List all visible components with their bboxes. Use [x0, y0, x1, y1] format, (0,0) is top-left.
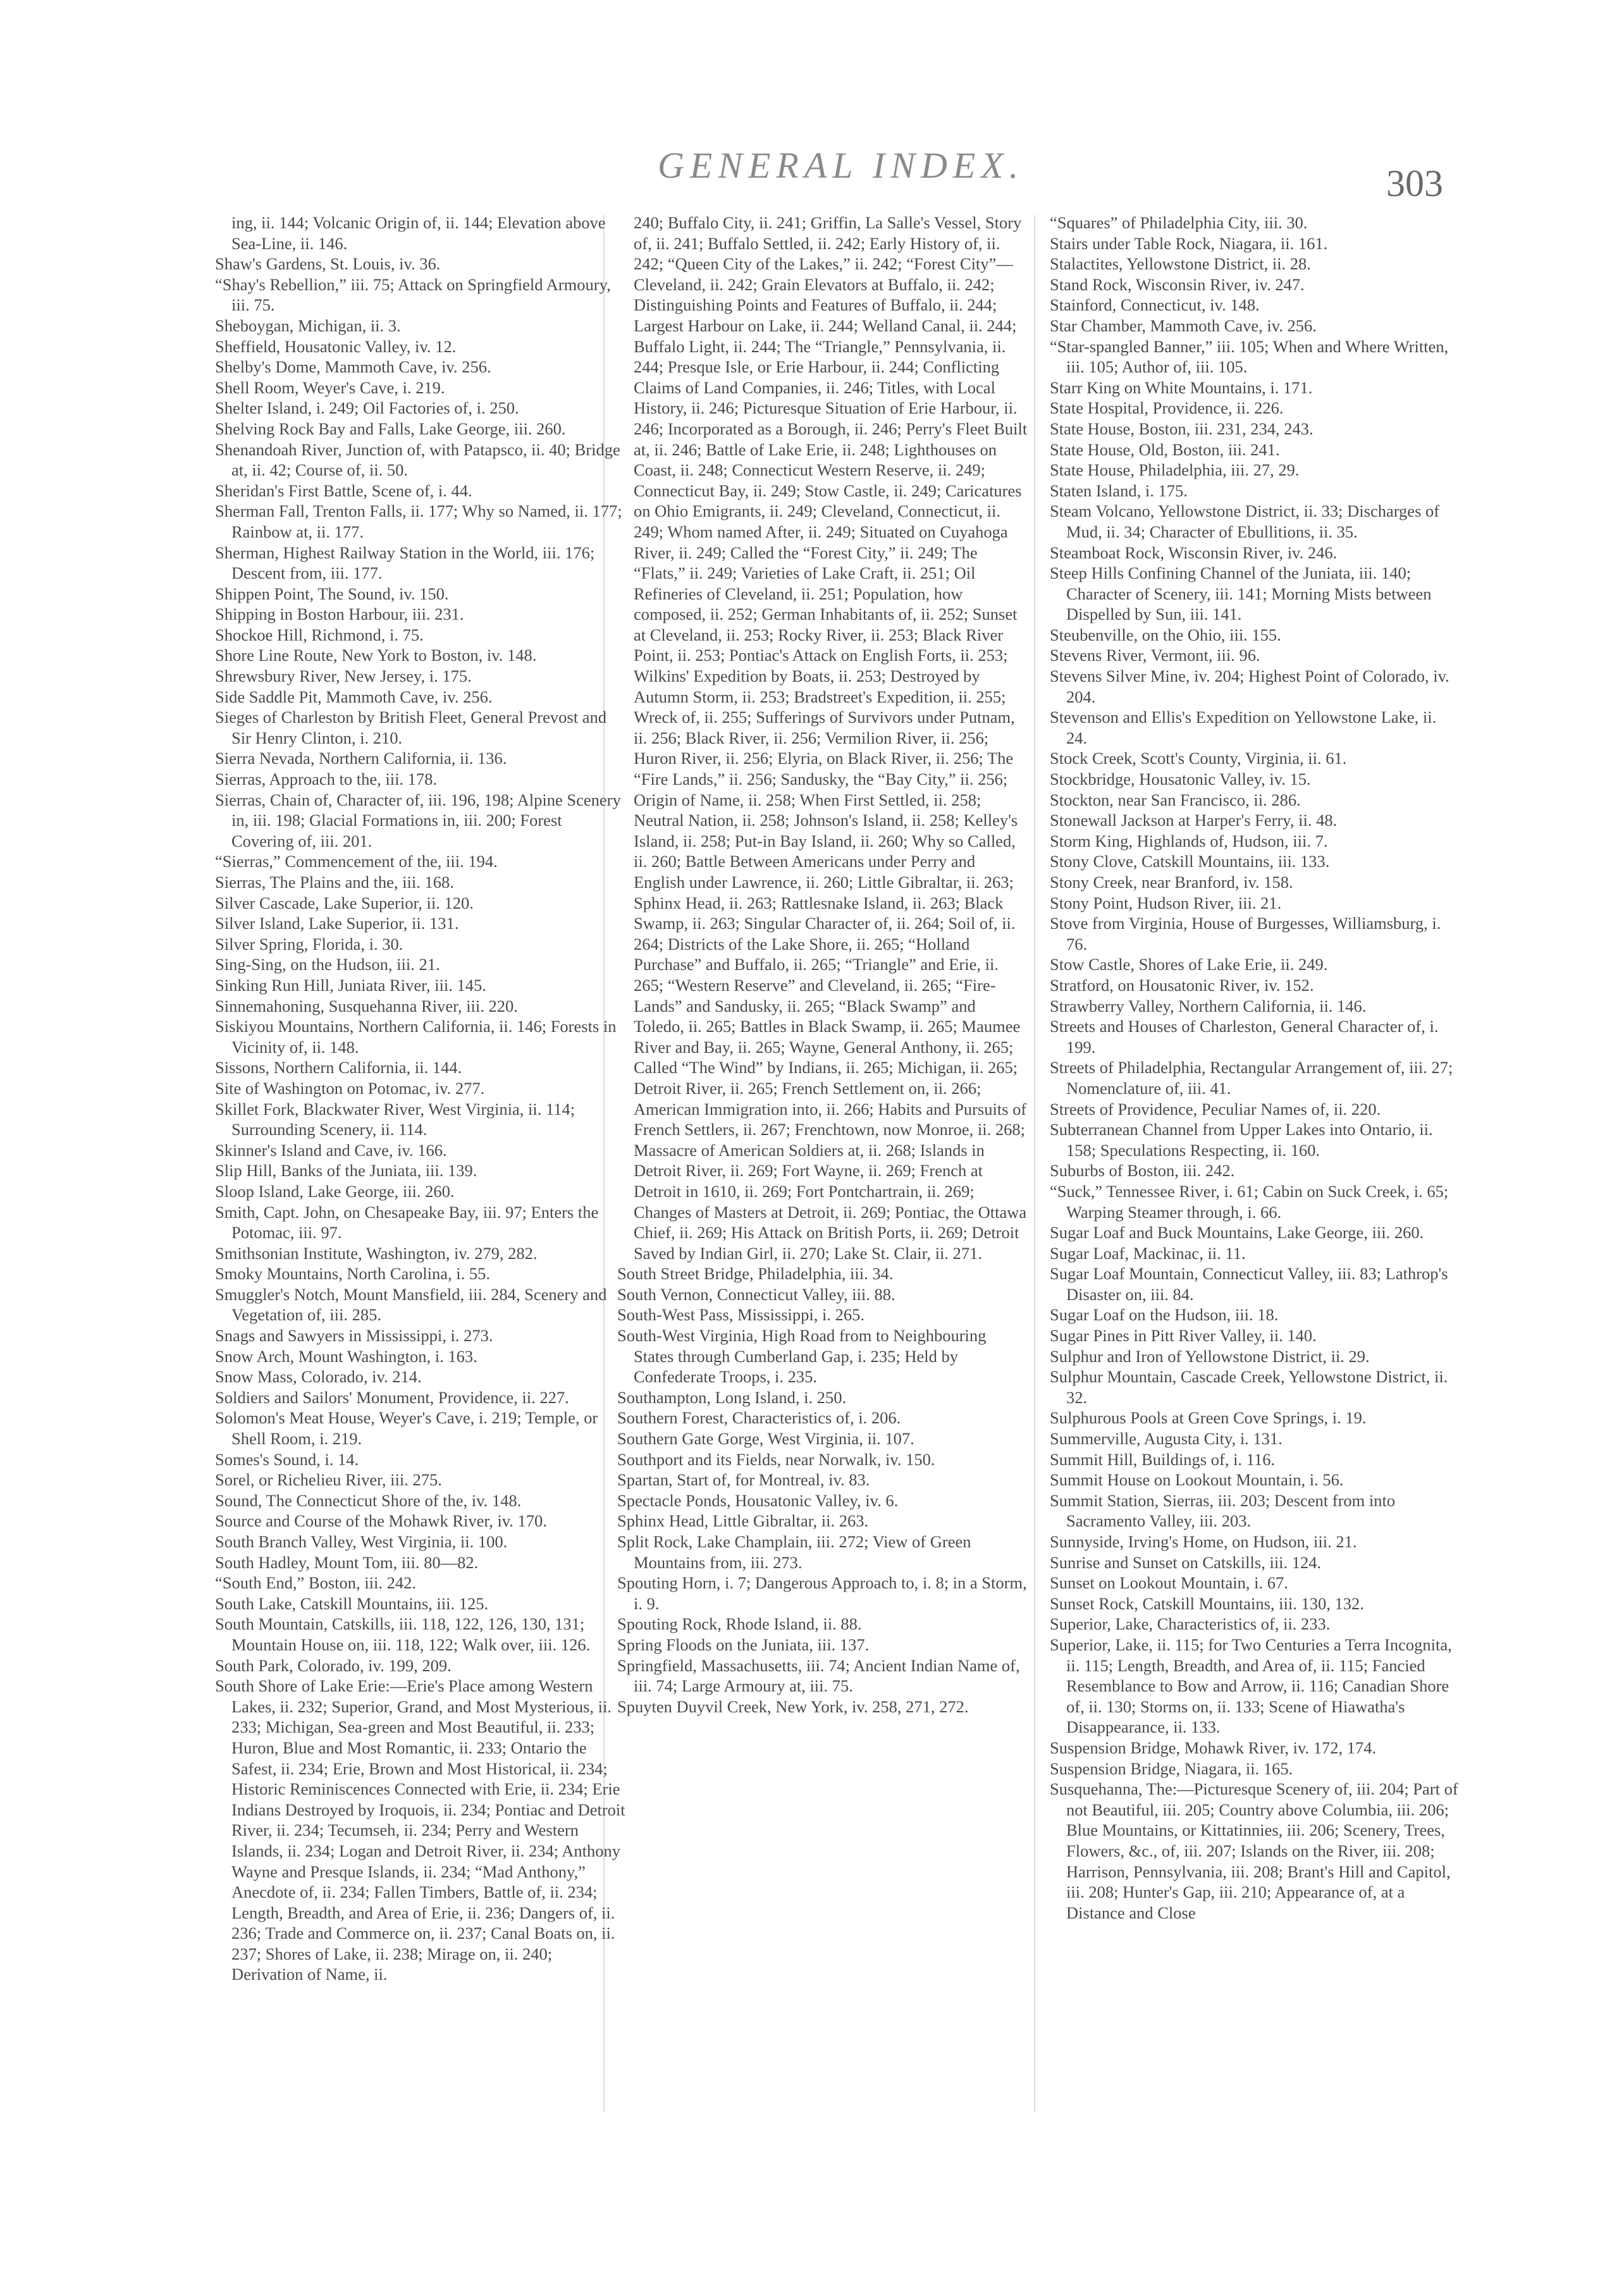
index-entry: Streets of Providence, Peculiar Names of, ii. 220. [1050, 1099, 1381, 1119]
index-entry: Spouting Horn, i. 7; Dangerous Approach to, i. 8; in a Storm, i. 9. [617, 1573, 1027, 1613]
index-entry: Silver Cascade, Lake Superior, ii. 120. [215, 893, 474, 912]
index-entry: Steam Volcano, Yellowstone District, ii. 33; Discharges of Mud, ii. 34; Character of Ebullitions, ii. 35. [1050, 501, 1440, 541]
index-entry: Sugar Loaf on the Hudson, iii. 18. [1050, 1305, 1279, 1325]
index-entry: Stony Point, Hudson River, iii. 21. [1050, 893, 1282, 912]
index-entry: “Sierras,” Commencement of the, iii. 194. [215, 852, 498, 871]
index-entry: Streets and Houses of Charleston, General Character of, i. 199. [1050, 1017, 1439, 1057]
index-entry: Stairs under Table Rock, Niagara, ii. 161. [1050, 233, 1328, 253]
index-entry: Stevenson and Ellis's Expedition on Yellowstone Lake, ii. 24. [1050, 708, 1437, 747]
index-entry: South Shore of Lake Erie:—Erie's Place among Western Lakes, ii. 232; Superior, Grand, and Most Mysterious, ii. 233; Michigan, Sea-green and Most Beautiful, ii. 233; Huron, Blue and Most Romantic, ii. 233; Ontario the Safest, ii. 234; Erie, Brown and Most Historical, ii. 234; Historic Reminiscences Connected with Erie, ii. 234; Erie Indians Destroyed by Iroquois, ii. 234; Pontiac and Detroit River, ii. 234; Tecumseh, ii. 234; Perry and Western Islands, ii. 234; Logan and Detroit River, ii. 234; Anthony Wayne and Presque Islands, ii. 234; “Mad Anthony,” Anecdote of, ii. 234; Fallen Timbers, Battle of, ii. 234; Length, Breadth, and Area of Erie, ii. 236; Dangers of, ii. 236; Trade and Commerce on, ii. 237; Canal Boats on, ii. 237; Shores of Lake, ii. 238; Mirage on, ii. 240; Derivation of Name, ii. [215, 1676, 625, 1984]
index-entry: Skinner's Island and Cave, iv. 166. [215, 1140, 447, 1160]
index-entry: Starr King on White Mountains, i. 171. [1050, 377, 1313, 397]
index-entry: Shell Room, Weyer's Cave, i. 219. [215, 377, 445, 397]
index-entry: Star Chamber, Mammoth Cave, iv. 256. [1050, 316, 1317, 335]
index-entry: Shelving Rock Bay and Falls, Lake George, iii. 260. [215, 419, 566, 438]
index-entry: Shockoe Hill, Richmond, i. 75. [215, 625, 424, 644]
index-entry: Stratford, on Housatonic River, iv. 152. [1050, 975, 1314, 995]
index-entry: Subterranean Channel from Upper Lakes into Ontario, ii. 158; Speculations Respecting, ii. 160. [1050, 1120, 1433, 1160]
index-entry: Sulphurous Pools at Green Cove Springs, i. 19. [1050, 1408, 1367, 1428]
index-entry: Summit House on Lookout Mountain, i. 56. [1050, 1470, 1344, 1490]
index-entry: State House, Philadelphia, iii. 27, 29. [1050, 460, 1300, 480]
index-entry: Sugar Loaf Mountain, Connecticut Valley, iii. 83; Lathrop's Disaster on, iii. 84. [1050, 1264, 1448, 1304]
index-entry: “South End,” Boston, iii. 242. [215, 1573, 416, 1593]
index-entry: Shelby's Dome, Mammoth Cave, iv. 256. [215, 357, 491, 377]
index-entry: Sunrise and Sunset on Catskills, iii. 124. [1050, 1552, 1322, 1572]
index-entry: Stony Creek, near Branford, iv. 158. [1050, 873, 1293, 892]
running-head: GENERAL INDEX. [658, 145, 1024, 186]
index-entry: Streets of Philadelphia, Rectangular Arrangement of, iii. 27; Nomenclature of, iii. 41. [1050, 1058, 1453, 1098]
index-entry: Sloop Island, Lake George, iii. 260. [215, 1181, 455, 1201]
index-entry: Sunset Rock, Catskill Mountains, iii. 130, 132. [1050, 1593, 1364, 1613]
index-entry: Summit Station, Sierras, iii. 203; Descent from into Sacramento Valley, iii. 203. [1050, 1490, 1396, 1531]
index-entry: Shippen Point, The Sound, iv. 150. [215, 584, 449, 603]
index-entry: Sing-Sing, on the Hudson, iii. 21. [215, 955, 440, 974]
index-entry: Stow Castle, Shores of Lake Erie, ii. 249. [1050, 955, 1328, 974]
index-entry: Solomon's Meat House, Weyer's Cave, i. 219; Temple, or Shell Room, i. 219. [215, 1408, 598, 1449]
index-entry: Shrewsbury River, New Jersey, i. 175. [215, 666, 472, 686]
index-entry: State House, Boston, iii. 231, 234, 243. [1050, 419, 1313, 438]
index-entry: Stalactites, Yellowstone District, ii. 28. [1050, 254, 1311, 274]
index-entry: Sherman, Highest Railway Station in the World, iii. 176; Descent from, iii. 177. [215, 543, 595, 583]
index-entry: Stove from Virginia, House of Burgesses, Williamsburg, i. 76. [1050, 914, 1441, 954]
index-entry: Spring Floods on the Juniata, iii. 137. [617, 1635, 870, 1654]
index-entry: South Hadley, Mount Tom, iii. 80—82. [215, 1552, 479, 1572]
index-entry: Silver Island, Lake Superior, ii. 131. [215, 914, 459, 933]
index-entry: “Star-spangled Banner,” iii. 105; When and Where Written, iii. 105; Author of, iii. 105. [1050, 336, 1449, 377]
index-entry: South Mountain, Catskills, iii. 118, 122, 126, 130, 131; Mountain House on, iii. 118, 122; Walk over, iii. 126. [215, 1614, 591, 1654]
index-entry: Source and Course of the Mohawk River, iv. 170. [215, 1511, 547, 1531]
index-entry: Spectacle Ponds, Housatonic Valley, iv. 6. [617, 1490, 899, 1510]
index-entry: Strawberry Valley, Northern California, ii. 146. [1050, 996, 1367, 1016]
index-entry: Sphinx Head, Little Gibraltar, ii. 263. [617, 1511, 869, 1531]
index-entry: Sinnemahoning, Susquehanna River, iii. 220. [215, 996, 518, 1016]
index-entry: Sunnyside, Irving's Home, on Hudson, iii. 21. [1050, 1532, 1357, 1551]
index-entry: Stand Rock, Wisconsin River, iv. 247. [1050, 274, 1305, 294]
index-entry: Steep Hills Confining Channel of the Juniata, iii. 140; Character of Scenery, iii. 141; Morning Mists between Dispelled by Sun, iii. 141. [1050, 563, 1432, 624]
index-entry: Steubenville, on the Ohio, iii. 155. [1050, 625, 1281, 644]
index-entry: Springfield, Massachusetts, iii. 74; Ancient Indian Name of, iii. 74; Large Armoury at, iii. 75. [617, 1655, 1020, 1696]
index-entry: Sunset on Lookout Mountain, i. 67. [1050, 1573, 1288, 1593]
index-entry: “Squares” of Philadelphia City, iii. 30. [1050, 213, 1308, 232]
index-entry: Summit Hill, Buildings of, i. 116. [1050, 1449, 1276, 1469]
index-entry: South Lake, Catskill Mountains, iii. 125. [215, 1593, 489, 1613]
index-entry: South Street Bridge, Philadelphia, iii. 34. [617, 1264, 894, 1284]
index-entry: Stainford, Connecticut, iv. 148. [1050, 295, 1260, 315]
index-entry: Smuggler's Notch, Mount Mansfield, iii. 284, Scenery and Vegetation of, iii. 285. [215, 1284, 607, 1325]
index-entry: Spouting Rock, Rhode Island, ii. 88. [617, 1614, 862, 1634]
index-entry: 240; Buffalo City, ii. 241; Griffin, La Salle's Vessel, Story of, ii. 241; Buffalo Settled, ii. 242; Early History of, ii. 242; “Queen City of the Lakes,” ii. 242; “Forest City”—Cleveland, ii. 242; Grain Elevators at Buffalo, ii. 242; Distinguishing Points and Features of Buffalo, ii. 244; Largest Harbour on Lake, ii. 244; Welland Canal, ii. 244; Buffalo Light, ii. 244; The “Triangle,” Pennsylvania, ii. 244; Presque Isle, or Erie Harbour, ii. 244; Conflicting Claims of Land Companies, ii. 246; Titles, with Local History, ii. 246; Picturesque Situation of Erie Harbour, ii. 246; Incorporated as a Borough, ii. 246; Perry's Fleet Built at, ii. 246; Battle of Lake Erie, ii. 248; Lighthouses on Coast, ii. 248; Connecticut Western Reserve, ii. 249; Connecticut Bay, ii. 249; Stow Castle, ii. 249; Caricatures on Ohio Emigrants, ii. 249; Cleveland, Connecticut, ii. 249; Whom named After, ii. 249; Situated on Cuyahoga River, ii. 249; Called the “Forest City,” ii. 249; The “Flats,” ii. 249; Varieties of Lake Craft, ii. 251; Oil Refineries of Cleveland, ii. 251; Population, how composed, ii. 252; German Inhabitants of, ii. 252; Sunset at Cleveland, ii. 253; Rocky River, ii. 253; Black River Point, ii. 253; Pontiac's Attack on English Forts, ii. 253; Wilkins' Expedition by Boats, ii. 253; Destroyed by Autumn Storm, ii. 253; Bradstreet's Expedition, ii. 255; Wreck of, ii. 255; Sufferings of Survivors under Putnam, ii. 256; Black River, ii. 256; Vermilion River, ii. 256; Huron River, ii. 256; Elyria, on Black River, ii. 256; The “Fire Lands,” ii. 256; Sandusky, the “Bay City,” ii. 256; Origin of Name, ii. 258; When First Settled, ii. 258; Neutral Nation, ii. 258; Johnson's Island, ii. 258; Kelley's Island, ii. 258; Put-in Bay Island, ii. 260; Why so Called, ii. 260; Battle Between Americans under Perry and English under Lawrence, ii. 260; Little Gibraltar, ii. 263; Sphinx Head, ii. 263; Rattlesnake Island, ii. 263; Black Swamp, ii. 263; Singular Character of, ii. 264; Soil of, ii. 264; Districts of the Lake Shore, ii. 265; “Holland Purchase” and Buffalo, ii. 265; “Triangle” and Erie, ii. 265; “Western Reserve” and Cleveland, ii. 265; “Fire-Lands” and Sandusky, ii. 265; “Black Swamp” and Toledo, ii. 265; Battles in Black Swamp, ii. 265; Maumee River and Bay, ii. 265; Wayne, General Anthony, ii. 265; Called “The Wind” by Indians, ii. 265; Michigan, ii. 265; Detroit River, ii. 265; French Settlement on, ii. 266; American Immigration into, ii. 266; Habits and Pursuits of French Settlers, ii. 267; Frenchtown, now Monroe, ii. 268; Massacre of American Soldiers at, ii. 268; Islands in Detroit River, ii. 269; Fort Wayne, ii. 269; French at Detroit in 1610, ii. 269; Fort Pontchartrain, ii. 269; Changes of Masters at Detroit, ii. 269; Pontiac, the Ottawa Chief, ii. 269; His Attack on British Ports, ii. 269; Detroit Saved by Indian Girl, ii. 270; Lake St. Clair, ii. 271. [634, 213, 1028, 1263]
index-entry: Sierras, The Plains and the, iii. 168. [215, 873, 454, 892]
index-entry: Side Saddle Pit, Mammoth Cave, iv. 256. [215, 687, 493, 706]
index-entry: Sugar Pines in Pitt River Valley, ii. 140. [1050, 1326, 1317, 1346]
index-entry: Slip Hill, Banks of the Juniata, iii. 139. [215, 1161, 477, 1181]
index-entry: Spuyten Duyvil Creek, New York, iv. 258, 271, 272. [617, 1697, 969, 1716]
index-entry: South-West Virginia, High Road from to Neighbouring States through Cumberland Gap, i. 235; Held by Confederate Troops, i. 235. [617, 1326, 987, 1387]
index-entry: Suburbs of Boston, iii. 242. [1050, 1161, 1235, 1181]
index-entry: Suspension Bridge, Niagara, ii. 165. [1050, 1758, 1293, 1778]
index-entry: Sound, The Connecticut Shore of the, iv. 148. [215, 1490, 522, 1510]
index-entry: “Suck,” Tennessee River, i. 61; Cabin on Suck Creek, i. 65; Warping Steamer through, i. 66. [1050, 1181, 1449, 1222]
index-entry: Smoky Mountains, North Carolina, i. 55. [215, 1264, 491, 1284]
index-column-2 [617, 212, 1028, 1717]
index-entry: Steamboat Rock, Wisconsin River, iv. 246. [1050, 543, 1338, 562]
index-entry: Sheridan's First Battle, Scene of, i. 44. [215, 481, 472, 500]
index-entry: Sherman Fall, Trenton Falls, ii. 177; Why so Named, ii. 177; Rainbow at, ii. 177. [215, 501, 622, 541]
index-entry: South Park, Colorado, iv. 199, 209. [215, 1655, 452, 1675]
index-entry: Split Rock, Lake Champlain, iii. 272; View of Green Mountains from, iii. 273. [617, 1532, 971, 1572]
index-entry: Sierras, Chain of, Character of, iii. 196, 198; Alpine Scenery in, iii. 198; Glacial Formations in, iii. 200; Forest Covering of, iii. 201. [215, 790, 621, 850]
index-entry: Siskiyou Mountains, Northern California, ii. 146; Forests in Vicinity of, ii. 148. [215, 1017, 617, 1057]
index-column-1 [215, 212, 626, 1985]
index-entry: Stonewall Jackson at Harper's Ferry, ii. 48. [1050, 811, 1338, 830]
index-entry: Storm King, Highlands of, Hudson, iii. 7. [1050, 831, 1328, 850]
index-entry: Southampton, Long Island, i. 250. [617, 1387, 847, 1407]
index-entry: Stevens Silver Mine, iv. 204; Highest Point of Colorado, iv. 204. [1050, 666, 1449, 706]
index-entry: Skillet Fork, Blackwater River, West Virginia, ii. 114; Surrounding Scenery, ii. 114. [215, 1099, 575, 1139]
index-entry: Sheffield, Housatonic Valley, iv. 12. [215, 336, 457, 356]
index-entry: Stock Creek, Scott's County, Virginia, ii. 61. [1050, 749, 1347, 768]
index-entry: Suspension Bridge, Mohawk River, iv. 172, 174. [1050, 1738, 1377, 1757]
index-entry: Silver Spring, Florida, i. 30. [215, 934, 403, 954]
index-entry: South-West Pass, Mississippi, i. 265. [617, 1305, 865, 1325]
index-entry: Southern Gate Gorge, West Virginia, ii. 107. [617, 1429, 914, 1449]
index-entry: Susquehanna, The:—Picturesque Scenery of, iii. 204; Part of not Beautiful, iii. 205; Country above Columbia, iii. 206; Blue Mountains, or Kittatinnies, iii. 206; Scenery, Trees, Flowers, &c., of, iii. 207; Islands on the River, iii. 208; Harrison, Pennsylvania, iii. 208; Brant's Hill and Capitol, iii. 208; Hunter's Gap, iii. 210; Appearance of, at a Distance and Close [1050, 1779, 1458, 1922]
index-entry: Sulphur Mountain, Cascade Creek, Yellowstone District, ii. 32. [1050, 1367, 1448, 1407]
index-entry: Summerville, Augusta City, i. 131. [1050, 1429, 1283, 1449]
index-entry: Shenandoah River, Junction of, with Patapsco, ii. 40; Bridge at, ii. 42; Course of, ii. 50. [215, 439, 620, 480]
index-entry: Sierras, Approach to the, iii. 178. [215, 770, 438, 789]
index-entry: Spartan, Start of, for Montreal, iv. 83. [617, 1470, 870, 1490]
index-entry: Sugar Loaf, Mackinac, ii. 11. [1050, 1243, 1246, 1263]
index-entry: Southern Forest, Characteristics of, i. 206. [617, 1408, 901, 1428]
index-entry: Stockton, near San Francisco, ii. 286. [1050, 790, 1301, 809]
index-entry: Superior, Lake, Characteristics of, ii. 233. [1050, 1614, 1331, 1634]
index-entry: Sierra Nevada, Northern California, ii. 136. [215, 749, 507, 768]
index-entry: Sorel, or Richelieu River, iii. 275. [215, 1470, 442, 1490]
index-entry: Shelter Island, i. 249; Oil Factories of, i. 250. [215, 398, 519, 418]
index-entry: Sheboygan, Michigan, ii. 3. [215, 316, 401, 335]
index-entry: Staten Island, i. 175. [1050, 481, 1188, 500]
index-entry: Snow Arch, Mount Washington, i. 163. [215, 1346, 477, 1366]
index-entry: Sugar Loaf and Buck Mountains, Lake George, iii. 260. [1050, 1223, 1424, 1243]
index-entry: ing, ii. 144; Volcanic Origin of, ii. 144; Elevation above Sea-Line, ii. 146. [231, 213, 606, 253]
column-divider [1034, 215, 1035, 2112]
index-entry: Shipping in Boston Harbour, iii. 231. [215, 605, 464, 624]
index-entry: Shaw's Gardens, St. Louis, iv. 36. [215, 254, 441, 274]
index-entry: Sieges of Charleston by British Fleet, General Prevost and Sir Henry Clinton, i. 210. [215, 708, 606, 747]
index-entry: “Shay's Rebellion,” iii. 75; Attack on Springfield Armoury, iii. 75. [215, 274, 611, 315]
index-entry: State House, Old, Boston, iii. 241. [1050, 439, 1280, 459]
index-entry: Site of Washington on Potomac, iv. 277. [215, 1078, 485, 1098]
index-entry: Stony Clove, Catskill Mountains, iii. 133. [1050, 852, 1330, 871]
index-entry: Smith, Capt. John, on Chesapeake Bay, iii. 97; Enters the Potomac, iii. 97. [215, 1202, 599, 1243]
index-entry: Somes's Sound, i. 14. [215, 1449, 359, 1469]
index-entry: State Hospital, Providence, ii. 226. [1050, 398, 1284, 418]
index-entry: South Vernon, Connecticut Valley, iii. 88. [617, 1284, 895, 1304]
index-entry: Sinking Run Hill, Juniata River, iii. 145. [215, 975, 486, 995]
index-entry: Stevens River, Vermont, iii. 96. [1050, 646, 1260, 665]
index-entry: South Branch Valley, West Virginia, ii. 100. [215, 1532, 508, 1551]
index-entry: Smithsonian Institute, Washington, iv. 279, 282. [215, 1243, 538, 1263]
index-entry: Shore Line Route, New York to Boston, iv. 148. [215, 646, 537, 665]
index-entry: Stockbridge, Housatonic Valley, iv. 15. [1050, 770, 1311, 789]
index-entry: Soldiers and Sailors' Monument, Providence, ii. 227. [215, 1387, 569, 1407]
page-number: 303 [1386, 163, 1443, 204]
index-entry: Southport and its Fields, near Norwalk, iv. 150. [617, 1449, 935, 1469]
index-entry: Superior, Lake, ii. 115; for Two Centuries a Terra Incognita, ii. 115; Length, Breadth, and Area of, ii. 115; Fancied Resemblance to Bow and Arrow, ii. 116; Canadian Shore of, ii. 130; Storms on, ii. 133; Scene of Hiawatha's Disappearance, ii. 133. [1050, 1635, 1452, 1737]
index-entry: Snags and Sawyers in Mississippi, i. 273. [215, 1326, 493, 1346]
index-column-3 [1050, 212, 1461, 1923]
index-entry: Sissons, Northern California, ii. 144. [215, 1058, 462, 1077]
index-entry: Snow Mass, Colorado, iv. 214. [215, 1367, 422, 1387]
index-entry: Sulphur and Iron of Yellowstone District, ii. 29. [1050, 1346, 1370, 1366]
